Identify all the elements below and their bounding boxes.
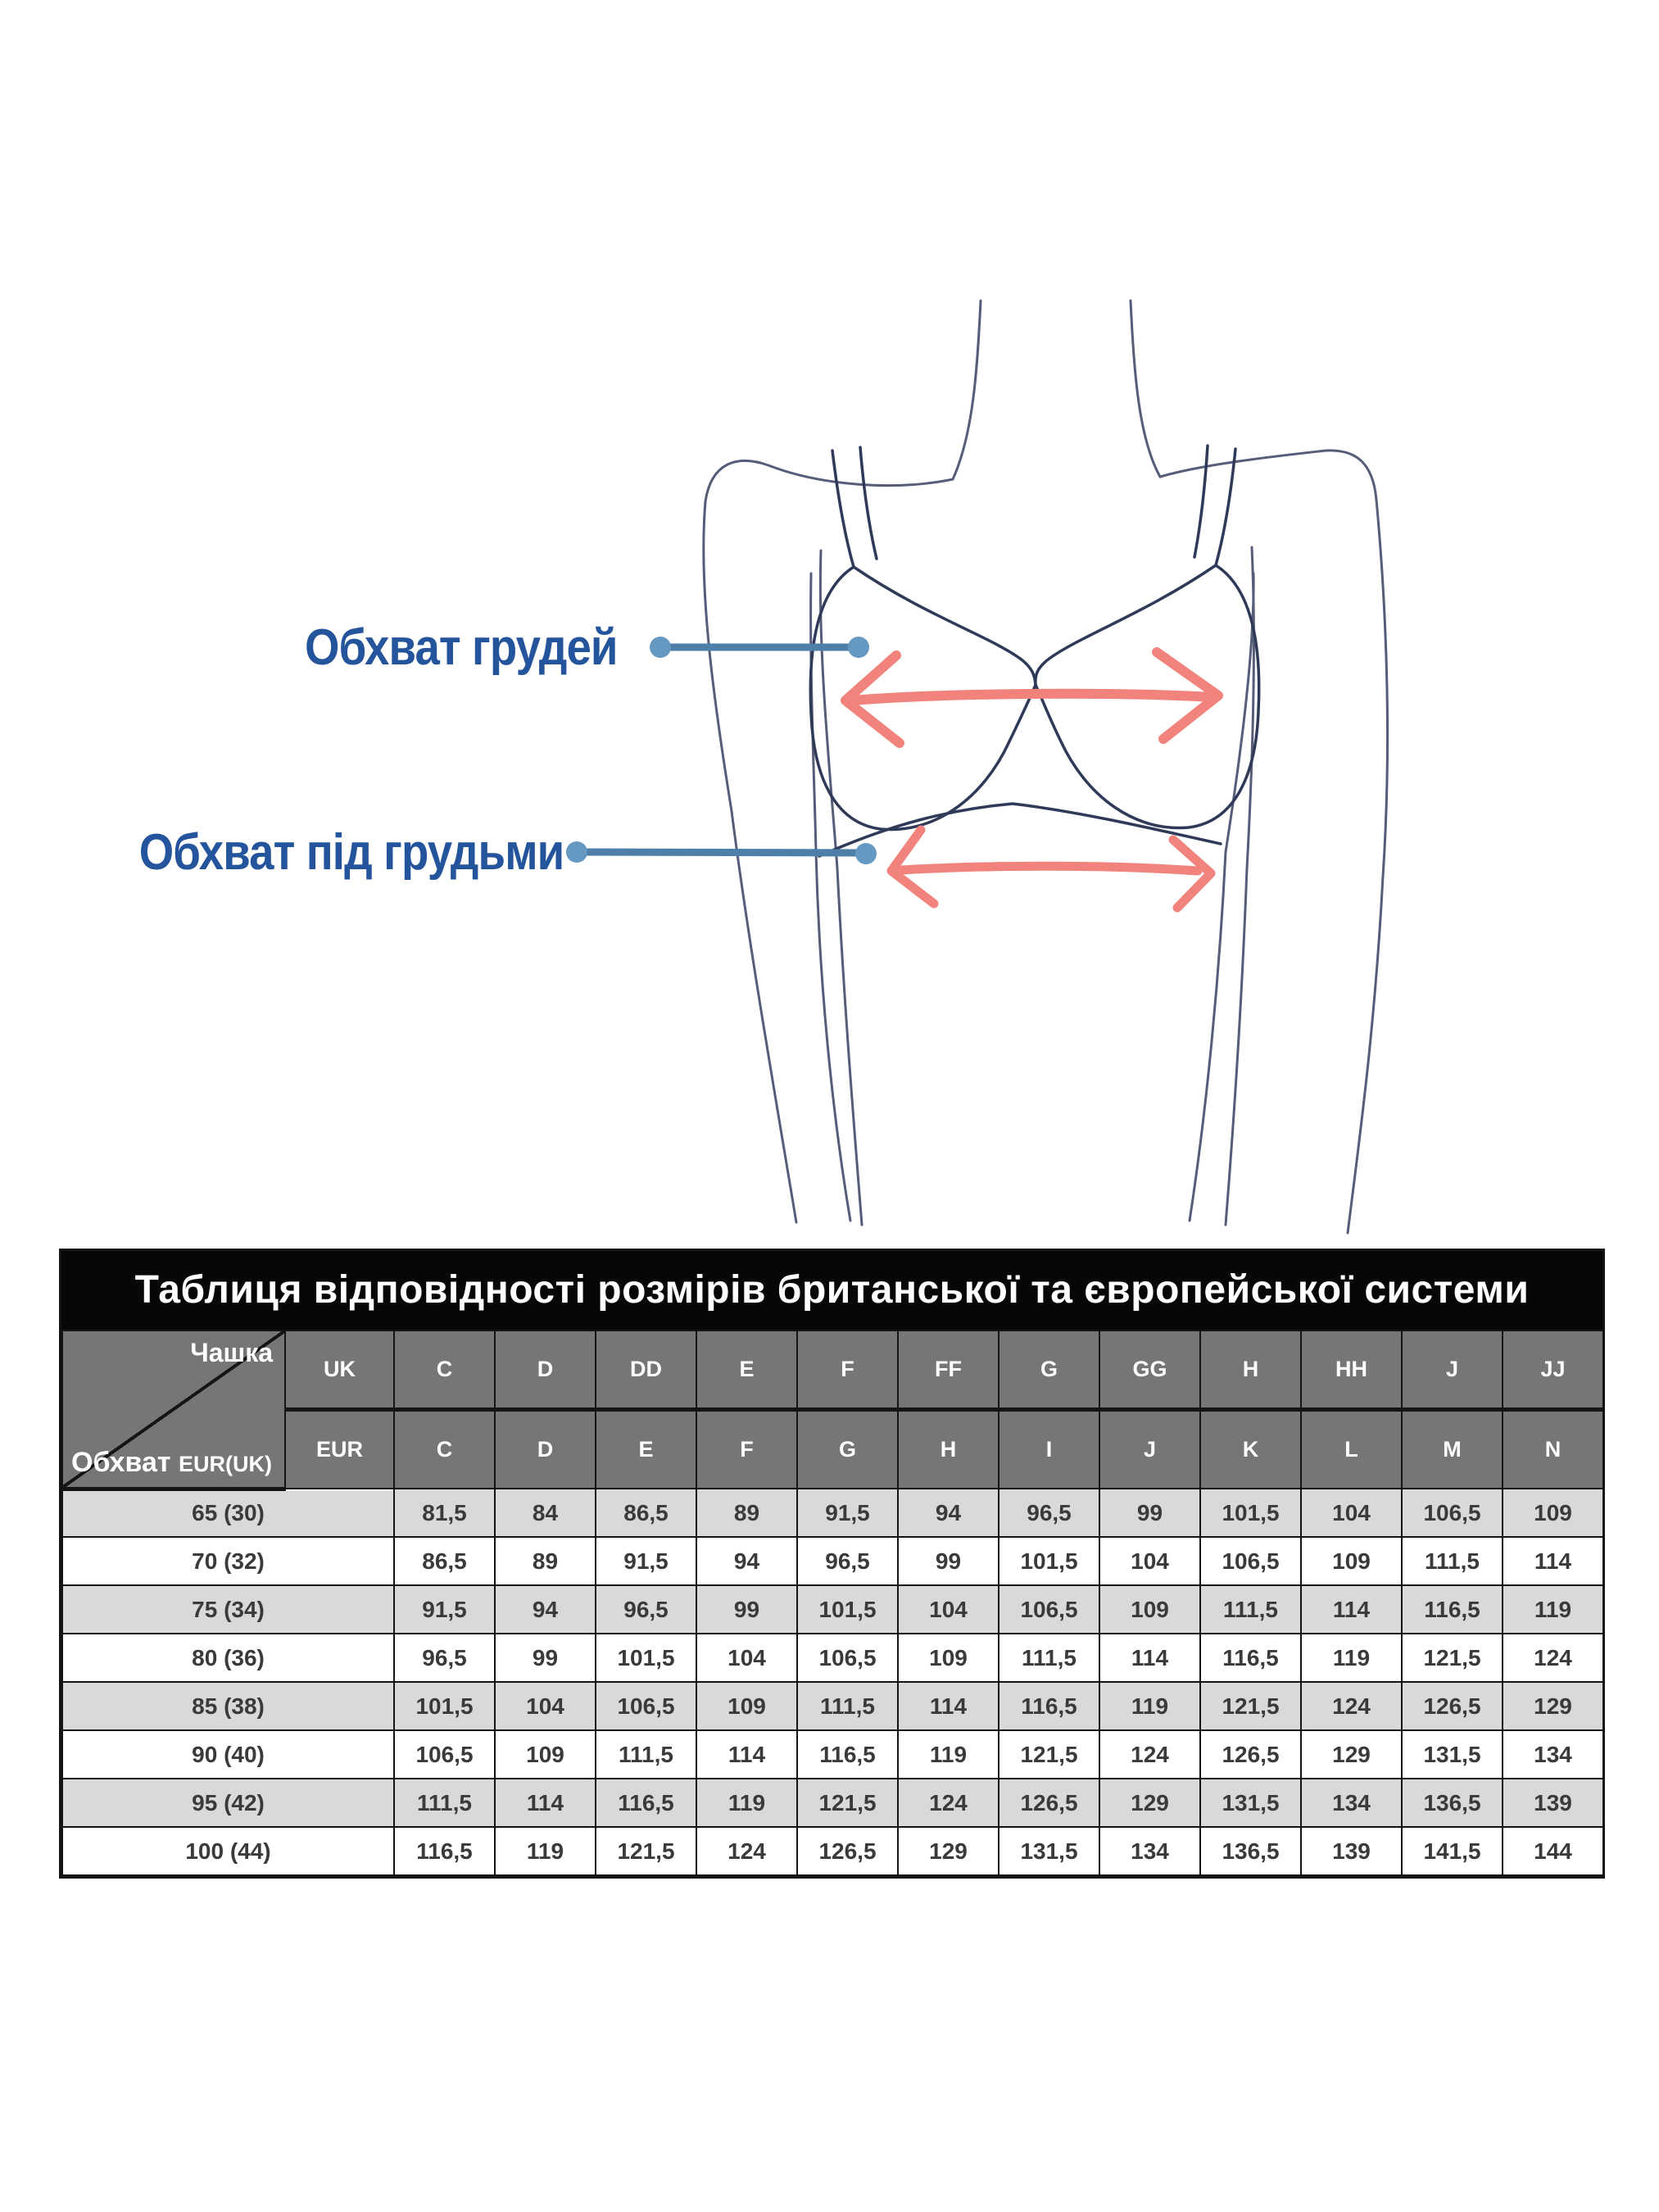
size-value-cell: 111,5 xyxy=(1402,1537,1503,1585)
size-value-cell: 106,5 xyxy=(1200,1537,1301,1585)
size-value-cell: 119 xyxy=(696,1779,797,1827)
size-value-cell: 106,5 xyxy=(1402,1489,1503,1537)
size-value-cell: 134 xyxy=(1503,1730,1603,1779)
size-value-cell: 94 xyxy=(898,1489,999,1537)
size-value-cell: 121,5 xyxy=(999,1730,1099,1779)
size-value-cell: 96,5 xyxy=(394,1634,495,1682)
size-value-cell: 116,5 xyxy=(596,1779,696,1827)
band-size-label: 70 (32) xyxy=(62,1537,394,1585)
table-row xyxy=(62,1827,1603,1875)
size-value-cell: 124 xyxy=(696,1827,797,1875)
size-value-cell: 136,5 xyxy=(1200,1827,1301,1875)
size-value-cell: 94 xyxy=(495,1585,596,1634)
corner-girth-word: Обхват xyxy=(71,1446,171,1478)
size-value-cell: 119 xyxy=(1503,1585,1603,1634)
size-value-cell: 96,5 xyxy=(596,1585,696,1634)
table-row xyxy=(62,1730,1603,1779)
uk-cup-header: JJ xyxy=(1503,1330,1603,1410)
size-value-cell: 104 xyxy=(495,1682,596,1730)
size-value-cell: 129 xyxy=(1503,1682,1603,1730)
table-title: Таблиця відповідності розмірів британської та європейської системи xyxy=(61,1251,1602,1330)
torso-side-right xyxy=(1190,573,1253,1221)
size-value-cell: 116,5 xyxy=(797,1730,898,1779)
size-value-cell: 111,5 xyxy=(999,1634,1099,1682)
torso-outline xyxy=(704,301,1388,1233)
size-value-cell: 116,5 xyxy=(394,1827,495,1875)
size-value-cell: 91,5 xyxy=(596,1537,696,1585)
size-value-cell: 111,5 xyxy=(596,1730,696,1779)
size-value-cell: 114 xyxy=(1099,1634,1200,1682)
uk-cup-header: DD xyxy=(596,1330,696,1410)
eur-header-row xyxy=(62,1410,1603,1489)
size-value-cell: 104 xyxy=(898,1585,999,1634)
eur-cup-header: H xyxy=(898,1410,999,1489)
size-value-cell: 94 xyxy=(696,1537,797,1585)
size-value-cell: 109 xyxy=(1099,1585,1200,1634)
size-value-cell: 124 xyxy=(1503,1634,1603,1682)
size-conversion-table xyxy=(61,1330,1604,1876)
uk-cup-header: GG xyxy=(1099,1330,1200,1410)
size-value-cell: 109 xyxy=(1503,1489,1603,1537)
uk-cup-header: FF xyxy=(898,1330,999,1410)
size-value-cell: 116,5 xyxy=(1200,1634,1301,1682)
size-value-cell: 119 xyxy=(1301,1634,1402,1682)
size-value-cell: 131,5 xyxy=(999,1827,1099,1875)
size-value-cell: 96,5 xyxy=(999,1489,1099,1537)
size-value-cell: 101,5 xyxy=(797,1585,898,1634)
underbust-callout-line xyxy=(577,852,866,853)
bust-callout-dot-left xyxy=(650,637,671,658)
strap-right-inner xyxy=(1194,446,1208,557)
eur-cup-header: G xyxy=(797,1410,898,1489)
eur-cup-header: C xyxy=(394,1410,495,1489)
size-value-cell: 119 xyxy=(495,1827,596,1875)
underbust-callout-dot-left xyxy=(566,841,587,863)
bust-callout-dot-right xyxy=(848,637,869,658)
strap-right-outer xyxy=(1216,449,1235,565)
size-value-cell: 121,5 xyxy=(1402,1634,1503,1682)
corner-cup-label: Чашка xyxy=(190,1338,273,1367)
size-value-cell: 129 xyxy=(1301,1730,1402,1779)
size-value-cell: 119 xyxy=(1099,1682,1200,1730)
size-value-cell: 126,5 xyxy=(797,1827,898,1875)
neck-line-right xyxy=(1131,301,1160,477)
size-value-cell: 111,5 xyxy=(394,1779,495,1827)
size-value-cell: 139 xyxy=(1503,1779,1603,1827)
band-size-label: 90 (40) xyxy=(62,1730,394,1779)
eur-cup-header: E xyxy=(596,1410,696,1489)
size-value-cell: 89 xyxy=(696,1489,797,1537)
eur-cup-header: L xyxy=(1301,1410,1402,1489)
size-value-cell: 131,5 xyxy=(1402,1730,1503,1779)
bust-callout xyxy=(650,637,869,658)
band-size-label: 100 (44) xyxy=(62,1827,394,1875)
arm-outer-right xyxy=(1348,500,1388,1233)
size-value-cell: 101,5 xyxy=(394,1682,495,1730)
uk-header-row xyxy=(62,1330,1603,1410)
size-value-cell: 126,5 xyxy=(1200,1730,1301,1779)
uk-cup-header: D xyxy=(495,1330,596,1410)
band-size-label: 80 (36) xyxy=(62,1634,394,1682)
underbust-arrow-shaft xyxy=(901,866,1198,871)
strap-left-outer xyxy=(832,451,854,567)
band-size-label: 95 (42) xyxy=(62,1779,394,1827)
bust-arrow xyxy=(845,652,1218,743)
eur-cup-header: D xyxy=(495,1410,596,1489)
bra-outline xyxy=(810,446,1258,856)
band-size-label: 75 (34) xyxy=(62,1585,394,1634)
size-value-cell: 104 xyxy=(696,1634,797,1682)
size-value-cell: 104 xyxy=(1301,1489,1402,1537)
eur-cup-header: M xyxy=(1402,1410,1503,1489)
size-value-cell: 86,5 xyxy=(596,1489,696,1537)
uk-system-label: UK xyxy=(285,1330,394,1410)
cup-top-right xyxy=(1036,565,1216,685)
table-row xyxy=(62,1537,1603,1585)
underbust-arrow xyxy=(891,830,1211,908)
corner-girth-label xyxy=(71,1447,272,1479)
size-value-cell: 99 xyxy=(898,1537,999,1585)
eur-system-label: EUR xyxy=(285,1410,394,1489)
size-value-cell: 101,5 xyxy=(596,1634,696,1682)
size-value-cell: 109 xyxy=(495,1730,596,1779)
uk-cup-header: F xyxy=(797,1330,898,1410)
size-value-cell: 114 xyxy=(495,1779,596,1827)
table-row xyxy=(62,1682,1603,1730)
bust-girth-label: Обхват грудей xyxy=(305,619,618,676)
size-value-cell: 144 xyxy=(1503,1827,1603,1875)
size-value-cell: 99 xyxy=(1099,1489,1200,1537)
uk-cup-header: G xyxy=(999,1330,1099,1410)
size-value-cell: 126,5 xyxy=(999,1779,1099,1827)
size-value-cell: 136,5 xyxy=(1402,1779,1503,1827)
size-value-cell: 129 xyxy=(898,1827,999,1875)
size-value-cell: 111,5 xyxy=(797,1682,898,1730)
size-value-cell: 129 xyxy=(1099,1779,1200,1827)
eur-cup-header: F xyxy=(696,1410,797,1489)
size-value-cell: 131,5 xyxy=(1200,1779,1301,1827)
size-value-cell: 121,5 xyxy=(596,1827,696,1875)
size-value-cell: 104 xyxy=(1099,1537,1200,1585)
size-value-cell: 91,5 xyxy=(797,1489,898,1537)
size-value-cell: 124 xyxy=(898,1779,999,1827)
size-value-cell: 109 xyxy=(898,1634,999,1682)
size-value-cell: 114 xyxy=(898,1682,999,1730)
uk-cup-header: H xyxy=(1200,1330,1301,1410)
size-value-cell: 106,5 xyxy=(797,1634,898,1682)
size-table-body xyxy=(62,1489,1603,1875)
size-value-cell: 86,5 xyxy=(394,1537,495,1585)
underbust-callout xyxy=(566,841,877,864)
size-value-cell: 106,5 xyxy=(394,1730,495,1779)
size-value-cell: 111,5 xyxy=(1200,1585,1301,1634)
size-value-cell: 84 xyxy=(495,1489,596,1537)
arm-outer-left xyxy=(704,501,796,1222)
size-value-cell: 106,5 xyxy=(596,1682,696,1730)
corner-girth-units: EUR(UK) xyxy=(178,1451,272,1476)
uk-cup-header: HH xyxy=(1301,1330,1402,1410)
strap-left-inner xyxy=(860,447,877,559)
uk-cup-header: E xyxy=(696,1330,797,1410)
size-value-cell: 126,5 xyxy=(1402,1682,1503,1730)
size-value-cell: 101,5 xyxy=(999,1537,1099,1585)
size-value-cell: 139 xyxy=(1301,1827,1402,1875)
size-value-cell: 99 xyxy=(495,1634,596,1682)
band-size-label: 85 (38) xyxy=(62,1682,394,1730)
size-value-cell: 91,5 xyxy=(394,1585,495,1634)
band-size-label: 65 (30) xyxy=(62,1489,394,1537)
uk-cup-header: C xyxy=(394,1330,495,1410)
torso-side-left xyxy=(811,573,850,1221)
underbust-callout-dot-right xyxy=(855,843,877,864)
size-value-cell: 89 xyxy=(495,1537,596,1585)
size-value-cell: 134 xyxy=(1099,1827,1200,1875)
eur-cup-header: N xyxy=(1503,1410,1603,1489)
shoulder-right xyxy=(1160,451,1376,500)
shoulder-left xyxy=(705,460,953,501)
eur-cup-header: K xyxy=(1200,1410,1301,1489)
neck-line-left xyxy=(953,301,981,479)
eur-cup-header: J xyxy=(1099,1410,1200,1489)
size-value-cell: 114 xyxy=(1503,1537,1603,1585)
size-value-cell: 124 xyxy=(1099,1730,1200,1779)
bust-arrow-shaft xyxy=(852,694,1213,700)
size-value-cell: 114 xyxy=(1301,1585,1402,1634)
size-value-cell: 119 xyxy=(898,1730,999,1779)
eur-cup-header: I xyxy=(999,1410,1099,1489)
underbust-girth-label: Обхват під грудьми xyxy=(138,823,564,881)
size-value-cell: 134 xyxy=(1301,1779,1402,1827)
table-row xyxy=(62,1585,1603,1634)
size-value-cell: 101,5 xyxy=(1200,1489,1301,1537)
size-value-cell: 124 xyxy=(1301,1682,1402,1730)
size-value-cell: 116,5 xyxy=(999,1682,1099,1730)
table-row xyxy=(62,1779,1603,1827)
size-value-cell: 109 xyxy=(696,1682,797,1730)
size-table xyxy=(59,1249,1605,1879)
size-value-cell: 116,5 xyxy=(1402,1585,1503,1634)
table-row xyxy=(62,1489,1603,1537)
uk-cup-header: J xyxy=(1402,1330,1503,1410)
size-value-cell: 96,5 xyxy=(797,1537,898,1585)
table-row xyxy=(62,1634,1603,1682)
size-value-cell: 81,5 xyxy=(394,1489,495,1537)
size-value-cell: 121,5 xyxy=(797,1779,898,1827)
size-value-cell: 106,5 xyxy=(999,1585,1099,1634)
size-value-cell: 114 xyxy=(696,1730,797,1779)
corner-cell xyxy=(62,1330,285,1489)
size-value-cell: 141,5 xyxy=(1402,1827,1503,1875)
size-value-cell: 99 xyxy=(696,1585,797,1634)
size-value-cell: 109 xyxy=(1301,1537,1402,1585)
size-value-cell: 121,5 xyxy=(1200,1682,1301,1730)
